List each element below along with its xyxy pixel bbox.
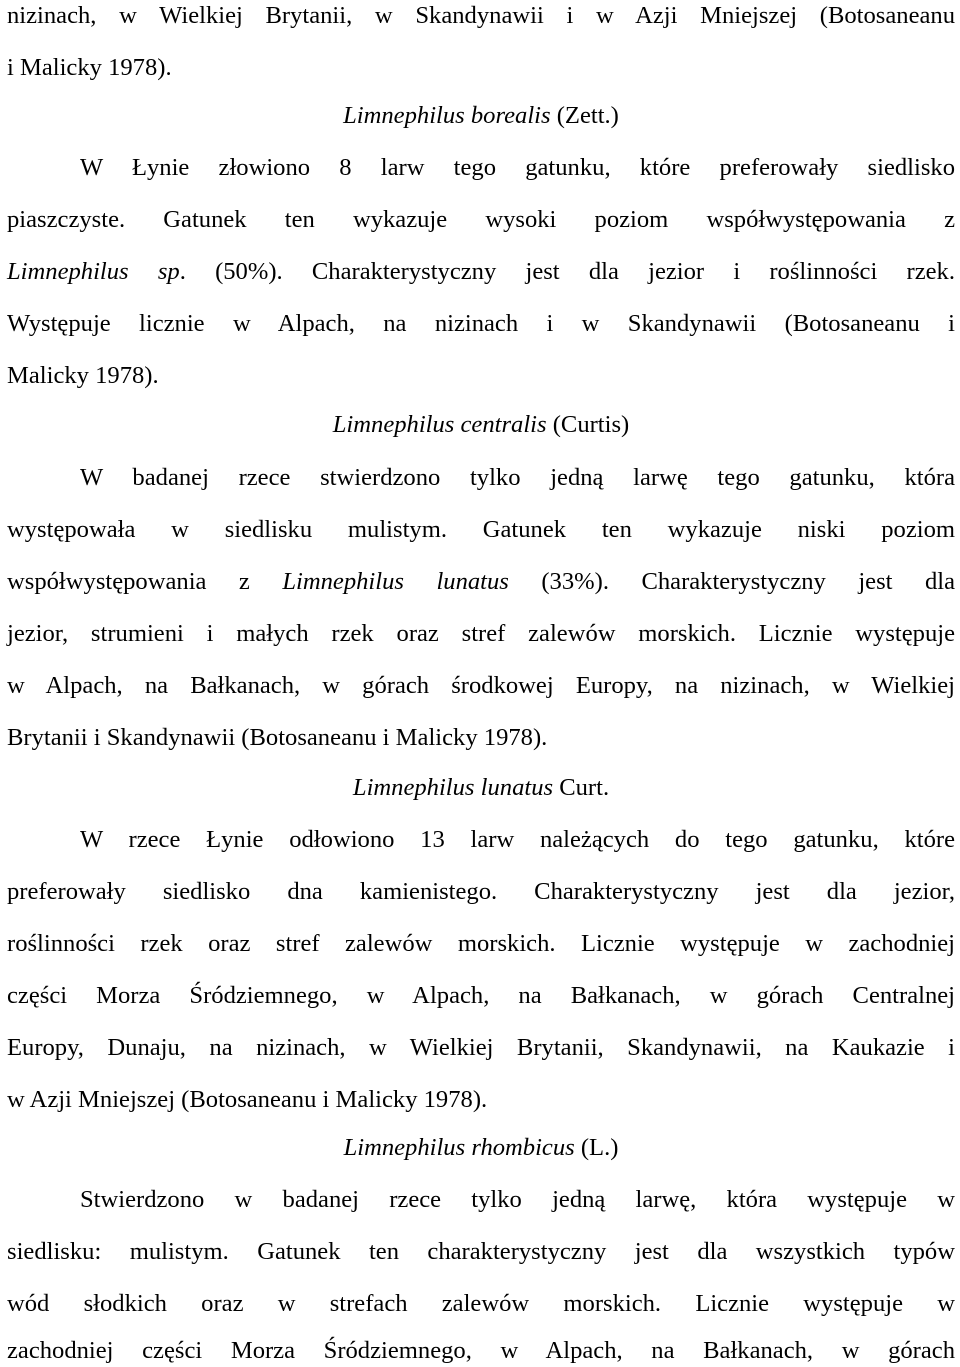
species-author: (L.)	[574, 1134, 619, 1161]
paragraph-line: i Malicky 1978).	[7, 54, 172, 81]
paragraph-line: W rzece Łynie odłowiono 13 larw należących do tego gatunku, które	[80, 826, 955, 853]
paragraph-line: jezior, strumieni i małych rzek oraz stref zalewów morskich. Licznie występuje	[7, 620, 955, 647]
paragraph-line: piaszczyste. Gatunek ten wykazuje wysoki poziom współwystępowania z	[7, 206, 955, 233]
species-name: Limnephilus centralis	[332, 411, 547, 438]
text-span: współwystępowania z	[7, 568, 283, 595]
species-author: (Curtis)	[546, 411, 630, 438]
paragraph-line	[7, 567, 955, 597]
paragraph-line: zachodniej części Morza Śródziemnego, w Alpach, na Bałkanach, w górach	[7, 1337, 955, 1364]
paragraph-line	[7, 257, 955, 287]
paragraph-line: części Morza Śródziemnego, w Alpach, na Bałkanach, w górach Centralnej	[7, 982, 955, 1009]
paragraph-line: preferowały siedlisko dna kamienistego. Charakterystyczny jest dla jezior,	[7, 878, 955, 905]
species-heading	[7, 773, 955, 803]
paragraph-line: siedlisku: mulistym. Gatunek ten charakterystyczny jest dla wszystkich typów	[7, 1238, 955, 1265]
paragraph-line: roślinności rzek oraz stref zalewów morskich. Licznie występuje w zachodniej	[7, 930, 955, 957]
paragraph-line: wód słodkich oraz w strefach zalewów morskich. Licznie występuje w	[7, 1290, 955, 1317]
species-author: Curt.	[553, 774, 610, 801]
paragraph-line: występowała w siedlisku mulistym. Gatunek ten wykazuje niski poziom	[7, 516, 955, 543]
species-name: Limnephilus lunatus	[282, 568, 509, 595]
text-span: . (50%). Charakterystyczny jest dla jezior i roślinności rzek.	[179, 258, 955, 285]
species-heading	[7, 1133, 955, 1163]
species-name: Limnephilus borealis	[343, 102, 551, 129]
species-name: Limnephilus sp	[7, 258, 180, 285]
species-name: Limnephilus lunatus	[352, 774, 554, 801]
species-name: Limnephilus rhombicus	[343, 1134, 575, 1161]
paragraph-line: nizinach, w Wielkiej Brytanii, w Skandynawii i w Azji Mniejszej (Botosaneanu	[7, 2, 955, 29]
species-heading	[7, 410, 955, 440]
paragraph-line: Występuje licznie w Alpach, na nizinach i w Skandynawii (Botosaneanu i	[7, 310, 955, 337]
paragraph-line: Stwierdzono w badanej rzece tylko jedną larwę, która występuje w	[80, 1186, 955, 1213]
paragraph-line: w Alpach, na Bałkanach, w górach środkowej Europy, na nizinach, w Wielkiej	[7, 672, 955, 699]
paragraph-line: W badanej rzece stwierdzono tylko jedną larwę tego gatunku, która	[80, 464, 955, 491]
species-author: (Zett.)	[550, 102, 619, 129]
paragraph-line: Europy, Dunaju, na nizinach, w Wielkiej Brytanii, Skandynawii, na Kaukazie i	[7, 1034, 955, 1061]
paragraph-line: W Łynie złowiono 8 larw tego gatunku, które preferowały siedlisko	[80, 154, 955, 181]
paragraph-line: w Azji Mniejszej (Botosaneanu i Malicky 1978).	[7, 1086, 488, 1113]
text-span: (33%). Charakterystyczny jest dla	[508, 568, 955, 595]
paragraph-line: Brytanii i Skandynawii (Botosaneanu i Malicky 1978).	[7, 724, 548, 751]
species-heading	[7, 101, 955, 131]
paragraph-line: Malicky 1978).	[7, 362, 159, 389]
